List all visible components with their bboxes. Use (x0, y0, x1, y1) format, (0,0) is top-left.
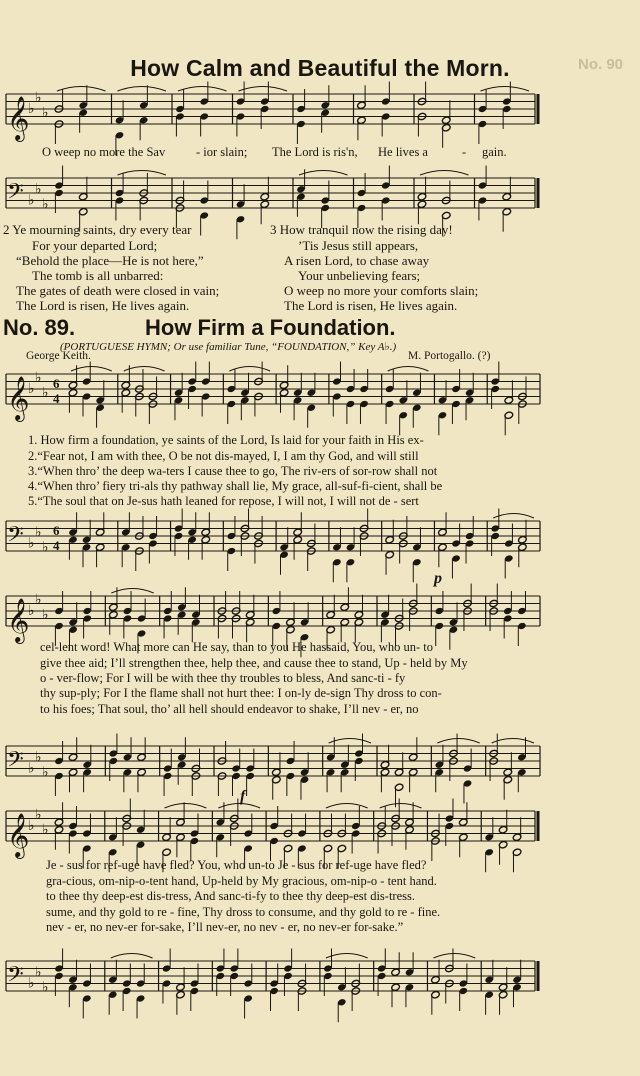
slur (299, 171, 348, 176)
dynamic-forte: f (240, 788, 246, 805)
lyric-line: thy sup-ply; For I the flame shall not hurt thee: I on-ly de-sign Thy dross to con- (40, 686, 442, 700)
lyric-seg: gain. (482, 145, 507, 159)
lyric-line: to his foes; That soul, tho’ all hell should endeavor to shake, I’ll nev - er, no (40, 702, 419, 716)
hymn-b-system1-bass (0, 515, 640, 567)
flat-sign: ♭ (35, 181, 42, 198)
slur (218, 804, 260, 809)
slur (437, 739, 479, 744)
lyric-line: give thee aid; I’ll strengthen thee, help thee, and cause thee to stand, Up - held by My (40, 656, 468, 670)
slur (326, 804, 368, 809)
slur (124, 367, 165, 372)
slur (433, 954, 475, 959)
verse-line: For your departed Lord; (32, 238, 158, 253)
flat-sign: ♭ (35, 524, 42, 541)
lyric-line: 2.“Fear not, I am with thee, O be not dis-mayed, I, I am thy God, and will still (28, 449, 419, 463)
lyric-line: nev - er, no nev-er for-sake, I’ll nev-er, no nev - er, no nev-er for-sake.” (46, 920, 404, 934)
slur (165, 804, 207, 809)
verse-line: The Lord is risen, He lives again. (16, 298, 190, 313)
time-signature-top: 6 (53, 523, 60, 538)
hymn-b-system3-treble (0, 805, 640, 857)
page-marker: No. 90 (578, 56, 624, 73)
hymn-b-system3-bass (0, 955, 640, 1007)
flat-sign: ♭ (35, 749, 42, 766)
flat-sign: ♭ (28, 101, 35, 117)
lyric-seg: He lives a (378, 145, 428, 159)
flat-sign: ♭ (35, 89, 42, 106)
flat-sign: ♭ (35, 964, 42, 981)
hymn-b-lyricist: George Keith. (26, 350, 91, 362)
treble-clef: 𝄞 (7, 598, 30, 642)
flat-sign: ♭ (28, 760, 35, 777)
lyric-line: to thee thy deep-est dis-tress, And sanc-ti-fy to thee thy deep-est dis-tress. (46, 889, 416, 903)
hymn-a-treble-staff (0, 88, 640, 138)
flat-sign: ♭ (42, 104, 49, 121)
time-signature-bottom: 4 (53, 538, 60, 553)
flat-sign: ♭ (42, 979, 49, 996)
bass-clef: 𝄢 (7, 522, 24, 553)
hymn-b-system1-treble (0, 368, 640, 420)
hymn-b-title: How Firm a Foundation. (145, 315, 396, 340)
flat-sign: ♭ (42, 606, 49, 623)
flat-sign: ♭ (35, 806, 42, 823)
flat-sign: ♭ (42, 821, 49, 838)
lyric-line: 1. How firm a foundation, ye saints of the Lord, Is laid for your faith in His ex- (28, 433, 424, 447)
verse-line: 2 Ye mourning saints, dry every tear (3, 222, 192, 237)
verse-line: A risen Lord, to chase away (284, 253, 430, 268)
time-signature-top: 6 (53, 376, 60, 391)
treble-clef: 𝄞 (7, 96, 30, 140)
slur (118, 171, 167, 176)
dynamic-piano: p (434, 570, 442, 587)
slur (388, 367, 429, 372)
flat-sign: ♭ (35, 591, 42, 608)
verse-line: The Lord is risen, He lives again. (284, 298, 458, 313)
flat-sign: ♭ (28, 535, 35, 552)
lyric-seg: - (462, 145, 467, 159)
lyric-line: Je - sus for ref-uge have fled? You, who un-to Je - sus for ref-uge have fled? (46, 858, 427, 872)
hymn-b-composer: M. Portogallo. (?) (408, 350, 491, 362)
slur (326, 954, 368, 959)
slur (57, 87, 106, 92)
slur (329, 739, 371, 744)
flat-sign: ♭ (42, 384, 49, 401)
bass-clef: 𝄢 (7, 179, 24, 210)
flat-sign: ♭ (28, 818, 35, 834)
flat-sign: ♭ (28, 192, 35, 209)
bass-clef: 𝄢 (7, 747, 24, 778)
verse-line: O weep no more your comforts slain; (284, 283, 479, 298)
flat-sign: ♭ (42, 196, 49, 213)
hymn-b-subtitle: (PORTUGUESE HYMN; Or use familiar Tune, “FOUNDATION,” Key A♭.) (60, 341, 397, 353)
hymn-a-lyric-line (0, 145, 640, 163)
verse-line: The tomb is all unbarred: (32, 268, 164, 283)
flat-sign: ♭ (28, 975, 35, 992)
verse-line: Your unbelieving fears; (298, 268, 421, 283)
lyric-seg: - ior slain; (196, 145, 248, 159)
treble-clef: 𝄞 (7, 813, 30, 857)
lyric-line: o - ver-flow; For I will be with thee thy troubles to bless, And sanc-ti - fy (40, 671, 406, 685)
flat-sign: ♭ (28, 603, 35, 619)
lyric-line: 5.“The soul that on Je-sus hath leaned for repose, I will not, I will not de - sert (28, 494, 419, 508)
verse-line: 3 How tranquil now the rising day! (270, 222, 453, 237)
hymn-a-bass-staff (0, 172, 640, 222)
slur (481, 87, 530, 92)
verse-line: ’Tis Jesus still appears, (298, 238, 419, 253)
slur (229, 367, 270, 372)
slur (118, 87, 167, 92)
hymn-a-title: How Calm and Beautiful the Morn. (130, 55, 510, 81)
lyric-seg: The Lord is ris'n, (272, 145, 358, 159)
flat-sign: ♭ (42, 539, 49, 556)
slur (178, 87, 227, 92)
slur (111, 589, 153, 594)
flat-sign: ♭ (35, 369, 42, 386)
lyric-line: gra-cious, om-nip-o-tent hand, Up-held by My gracious, om-nip-o - tent hand. (46, 874, 437, 888)
treble-clef: 𝄞 (7, 376, 30, 420)
slur (380, 804, 422, 809)
time-signature-bottom: 4 (53, 391, 60, 406)
lyric-line: 4.“When thro’ fiery tri-als thy pathway shall lie, My grace, all-suf-fi-cient, shall be (28, 479, 443, 493)
lyric-seg: O weep no more the Sav (42, 145, 166, 159)
lyric-line: cel-lent word! What more can He say, than to you He hassaid, You, who un- to (40, 640, 433, 654)
flat-sign: ♭ (42, 764, 49, 781)
lyric-line: sume, and thy gold to re - fine, Thy dross to consume, and thy gold to re - fine. (46, 905, 441, 919)
flat-sign: ♭ (28, 381, 35, 397)
verse-line: “Behold the place—He is not here,” (16, 253, 204, 268)
slur (493, 514, 534, 519)
hymn-b-system2-bass (0, 740, 640, 792)
lyric-line: 3.“When thro’ the deep wa-ters I cause thee to go, The riv-ers of sor-row shall not (28, 464, 438, 478)
slur (420, 171, 469, 176)
slur (492, 739, 534, 744)
hymn-b-number: No. 89. (3, 315, 76, 340)
slur (71, 367, 112, 372)
verse-line: The gates of death were closed in vain; (16, 283, 220, 298)
slur (111, 954, 153, 959)
slur (239, 87, 288, 92)
hymn-b-system2-treble (0, 590, 640, 642)
bass-clef: 𝄢 (7, 962, 24, 993)
